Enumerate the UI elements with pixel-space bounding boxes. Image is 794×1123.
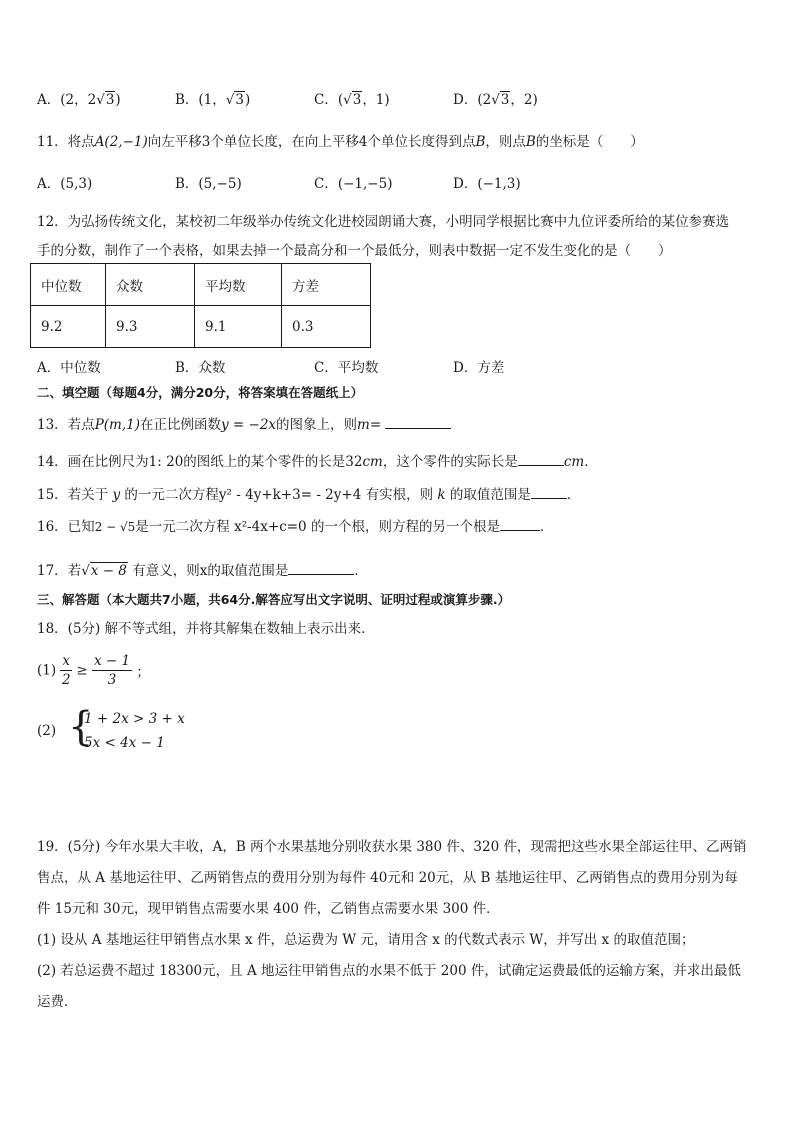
q12-option-c: C．平均数 xyxy=(314,360,379,376)
q18-part1: (1) $\frac{x}{2}$ ≥ $\frac{x - 1}{3}$ ； xyxy=(37,653,150,688)
q16-expression: 2 − √5 xyxy=(94,520,136,534)
q19-line1: 19．(5分) 今年水果大丰收，A，B 两个水果基地分别收获水果 380 件、320 件，现需把这些水果全部运往甲、乙两销 xyxy=(37,839,747,855)
q18-stem: 18．(5分) 解不等式组，并将其解集在数轴上表示出来． xyxy=(37,621,375,637)
sqrt-sign: √ xyxy=(96,92,105,108)
table-header-row xyxy=(31,264,371,306)
q18-system-line2: 5x < 4x − 1 xyxy=(84,735,165,751)
q11-option-d: D．(−1,3) xyxy=(453,176,521,192)
table-header-median: 中位数 xyxy=(31,264,106,306)
sqrt-sign: √ xyxy=(225,92,235,108)
q19-part2-line2: 运费． xyxy=(37,994,78,1010)
q10-option-c: C．(√3，1) xyxy=(314,92,390,108)
q12-option-a: A．中位数 xyxy=(37,360,101,376)
q12-stem-line1: 12．为弘扬传统文化，某校初二年级举办传统文化进校园朗诵大赛，小明同学根据比赛中九位评委所给的某位参赛选 xyxy=(37,214,730,230)
q11-stem: 11．将点A(2,−1)向左平移3个单位长度，在向上平移4个单位长度得到点B，则点B的坐标是（ ） xyxy=(37,134,644,150)
table-cell-mean: 9.1 xyxy=(195,306,282,348)
table-cell-mode: 9.3 xyxy=(106,306,195,348)
fraction-left: $\frac{x}{2}$ xyxy=(61,653,71,688)
q12-stem-line2: 手的分数，制作了一个表格，如果去掉一个最高分和一个最低分，则表中数据一定不发生变化的是（ ） xyxy=(37,243,672,259)
q18-part2-label: (2) xyxy=(37,723,57,739)
sqrt-sign: √ xyxy=(81,563,90,579)
table-row xyxy=(31,306,371,348)
q14-stem: 14．画在比例尺为1: 20的图纸上的某个零件的长是32cm，这个零件的实际长是 cm． xyxy=(37,454,598,470)
section-solve-title: 三、解答题（本大题共7小题，共64分.解答应写出文字说明、证明过程或演算步骤.） xyxy=(37,592,511,607)
table-header-mean: 平均数 xyxy=(195,264,282,306)
q16-stem: 16．已知2 − √5是一元二次方程 x²-4x+c=0 的一个根，则方程的另一个根是 ． xyxy=(37,519,554,535)
table-cell-median: 9.2 xyxy=(31,306,106,348)
q19-part1: (1) 设从 A 基地运往甲销售点水果 x 件，总运费为 W 元，请用含 x 的代数式表示 W，并写出 x 的取值范围； xyxy=(37,932,695,948)
fraction-right: $\frac{x - 1}{3}$ xyxy=(93,653,131,688)
answer-blank[interactable] xyxy=(531,486,567,499)
q10-option-b: B．(1，√3) xyxy=(175,92,251,108)
answer-blank[interactable] xyxy=(288,562,354,575)
q11-option-c: C．(−1,−5) xyxy=(314,176,393,192)
table-header-mode: 众数 xyxy=(106,264,195,306)
sqrt-sign: √ xyxy=(343,92,352,108)
q10-option-a: A．(2，2√3) xyxy=(37,92,121,108)
q19-line2: 售点，从 A 基地运往甲、乙两销售点的费用分别为每件 40元和 20元，从 B 基地运往甲、乙两销售点的费用分别为每 xyxy=(37,870,738,886)
q19-part2-line1: (2) 若总运费不超过 18300元，且 A 地运往甲销售点的水果不低于 200 件，试确定运费最低的运输方案，并求出最低 xyxy=(37,963,741,979)
sqrt-radicand: 3 xyxy=(105,92,115,108)
q17-stem: 17．若√x − 8 有意义，则x的取值范围是 ． xyxy=(37,563,368,579)
q19-line3: 件 15元和 30元，现甲销售点需要水果 400 件，乙销售点需要水果 300 件． xyxy=(37,901,500,917)
q12-option-d: D．方差 xyxy=(453,360,505,376)
table-cell-variance: 0.3 xyxy=(282,306,371,348)
q15-stem: 15．若关于 y 的一元二次方程y² - 4y+k+3= - 2y+4 有实根，则 k 的取值范围是 ． xyxy=(37,487,581,503)
section-fill-in-title: 二、填空题（每题4分，满分20分，将答案填在答题纸上） xyxy=(37,385,364,400)
q11-option-a: A．(5,3) xyxy=(37,176,93,192)
table-header-variance: 方差 xyxy=(282,264,371,306)
q13-stem: 13．若点P(m,1)在正比例函数y = −2x的图象上，则m= xyxy=(37,413,451,433)
answer-blank[interactable] xyxy=(500,518,540,531)
score-table xyxy=(30,263,371,348)
brace-icon: { xyxy=(68,704,94,750)
sqrt-sign: √ xyxy=(491,92,500,108)
q11-option-b: B．(5,−5) xyxy=(175,176,242,192)
q18-system-line1: 1 + 2x > 3 + x xyxy=(84,711,185,727)
answer-blank[interactable] xyxy=(385,416,451,429)
q12-option-b: B．众数 xyxy=(175,360,226,376)
q10-option-d: D．(2√3，2) xyxy=(453,92,538,108)
answer-blank[interactable] xyxy=(518,453,564,466)
